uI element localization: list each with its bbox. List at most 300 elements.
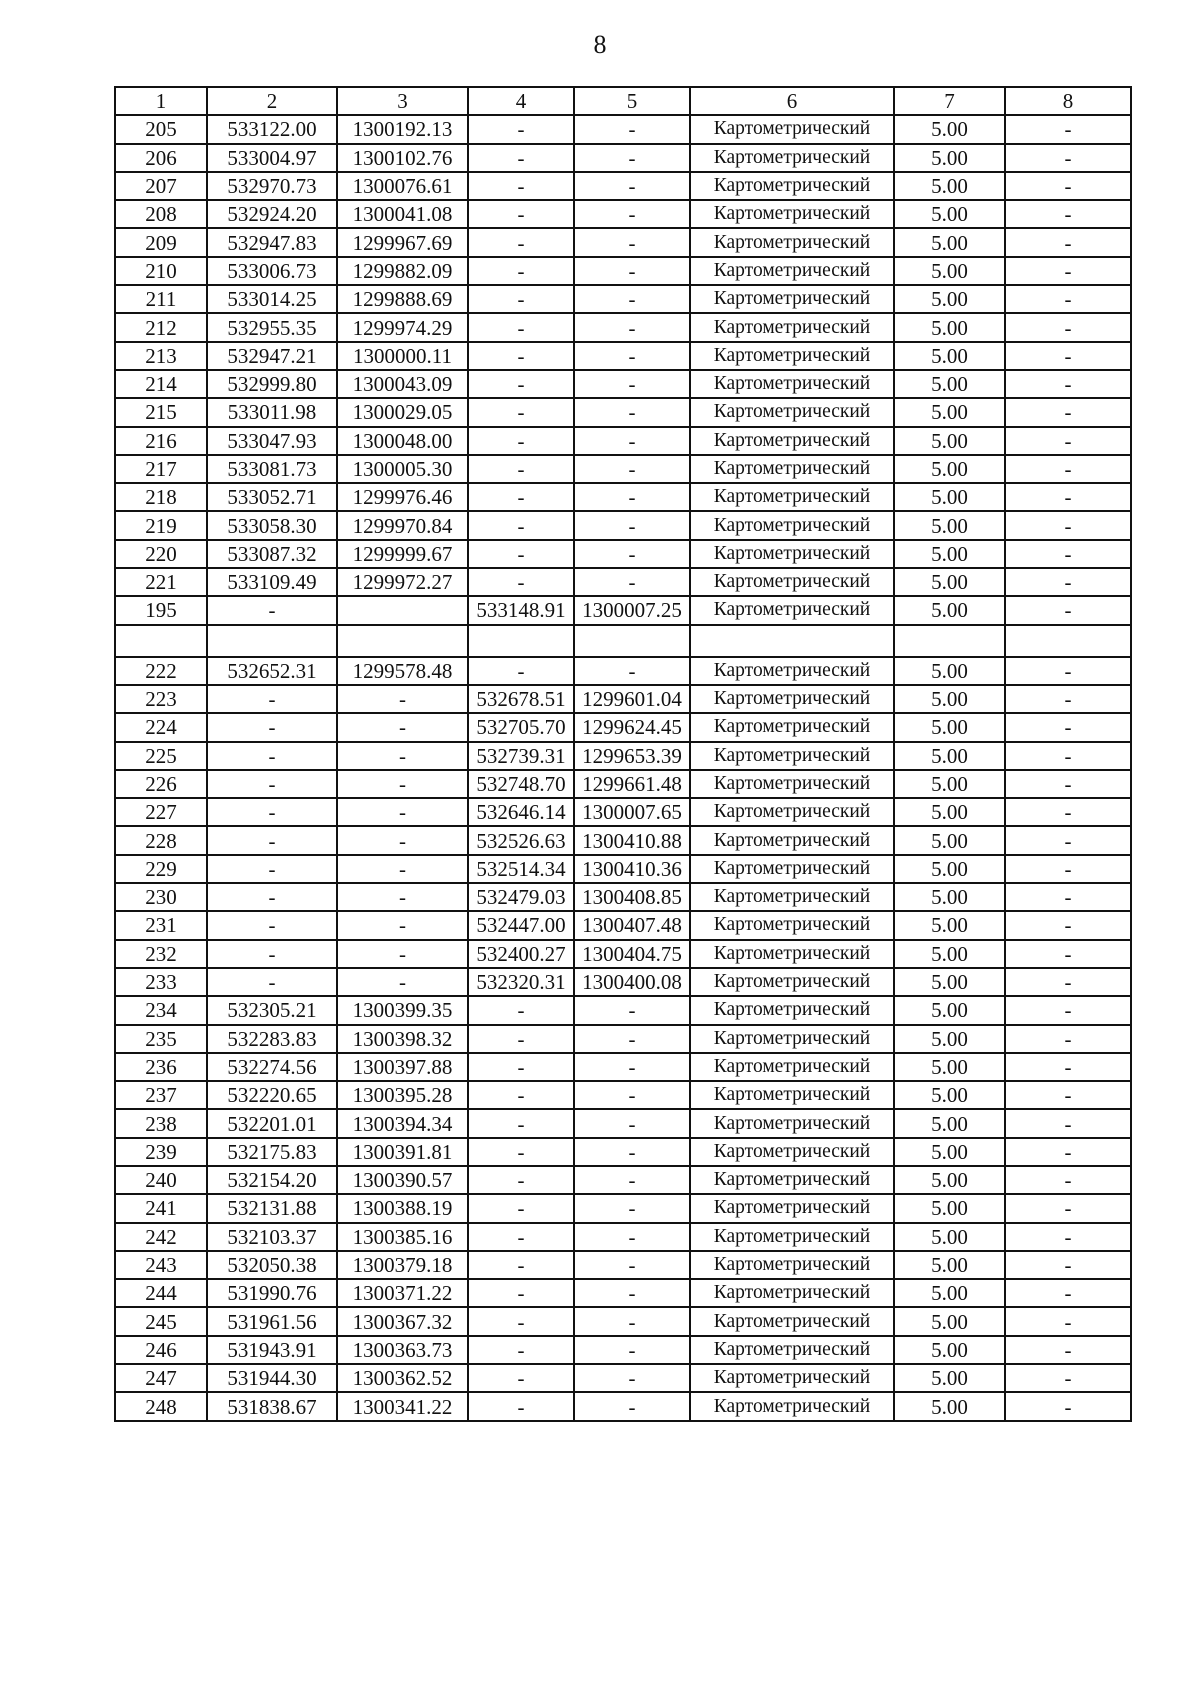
y-coord-cell: 1300029.05 <box>337 398 468 426</box>
table-row <box>115 342 1131 370</box>
x-coord-alt-cell: - <box>468 144 574 172</box>
note-cell: - <box>1005 1053 1131 1081</box>
method-cell: Картометрический <box>690 455 894 483</box>
y-coord-cell: 1299976.46 <box>337 483 468 511</box>
accuracy-cell: 5.00 <box>894 1081 1005 1109</box>
x-coord-cell: 532652.31 <box>207 657 337 685</box>
y-coord-cell: 1300399.35 <box>337 996 468 1024</box>
method-cell: Картометрический <box>690 596 894 624</box>
accuracy-cell: 5.00 <box>894 115 1005 143</box>
y-coord-cell: - <box>337 685 468 713</box>
note-cell: - <box>1005 713 1131 741</box>
note-cell: - <box>1005 940 1131 968</box>
point-number-cell: 208 <box>115 200 207 228</box>
y-coord-alt-cell: - <box>574 370 690 398</box>
point-number-cell: 218 <box>115 483 207 511</box>
point-number-cell: 206 <box>115 144 207 172</box>
accuracy-cell: 5.00 <box>894 1251 1005 1279</box>
x-coord-cell: 532220.65 <box>207 1081 337 1109</box>
point-number-cell: 225 <box>115 742 207 770</box>
x-coord-alt-cell: - <box>468 427 574 455</box>
point-number-cell: 219 <box>115 511 207 539</box>
accuracy-cell: 5.00 <box>894 370 1005 398</box>
note-cell: - <box>1005 398 1131 426</box>
x-coord-cell: 533006.73 <box>207 257 337 285</box>
table-row <box>115 172 1131 200</box>
note-cell: - <box>1005 826 1131 854</box>
y-coord-cell: - <box>337 911 468 939</box>
x-coord-alt-cell: - <box>468 540 574 568</box>
note-cell: - <box>1005 313 1131 341</box>
point-number-cell: 221 <box>115 568 207 596</box>
table-row <box>115 826 1131 854</box>
y-coord-cell: 1300192.13 <box>337 115 468 143</box>
method-cell: Картометрический <box>690 313 894 341</box>
y-coord-alt-cell: 1300404.75 <box>574 940 690 968</box>
method-cell: Картометрический <box>690 968 894 996</box>
y-coord-alt-cell: - <box>574 427 690 455</box>
table-row <box>115 144 1131 172</box>
table-row <box>115 1109 1131 1137</box>
method-cell: Картометрический <box>690 511 894 539</box>
x-coord-alt-cell: - <box>468 1392 574 1420</box>
y-coord-cell: - <box>337 968 468 996</box>
y-coord-cell: - <box>337 826 468 854</box>
y-coord-alt-cell: - <box>574 313 690 341</box>
x-coord-alt-cell: 532526.63 <box>468 826 574 854</box>
header-cell: 8 <box>1005 87 1131 115</box>
accuracy-cell: 5.00 <box>894 172 1005 200</box>
method-cell: Картометрический <box>690 798 894 826</box>
accuracy-cell: 5.00 <box>894 427 1005 455</box>
method-cell: Картометрический <box>690 1166 894 1194</box>
y-coord-cell: 1300397.88 <box>337 1053 468 1081</box>
point-number-cell: 210 <box>115 257 207 285</box>
point-number-cell: 248 <box>115 1392 207 1420</box>
y-coord-cell: 1299970.84 <box>337 511 468 539</box>
table-row <box>115 855 1131 883</box>
y-coord-alt-cell: 1299653.39 <box>574 742 690 770</box>
x-coord-cell: 532924.20 <box>207 200 337 228</box>
y-coord-cell: 1300385.16 <box>337 1223 468 1251</box>
y-coord-alt-cell: 1299601.04 <box>574 685 690 713</box>
x-coord-cell: 531990.76 <box>207 1279 337 1307</box>
accuracy-cell: 5.00 <box>894 1307 1005 1335</box>
y-coord-alt-cell: - <box>574 342 690 370</box>
accuracy-cell: 5.00 <box>894 855 1005 883</box>
accuracy-cell: 5.00 <box>894 342 1005 370</box>
note-cell: - <box>1005 1025 1131 1053</box>
x-coord-cell: 533109.49 <box>207 568 337 596</box>
method-cell: Картометрический <box>690 883 894 911</box>
y-coord-alt-cell: - <box>574 1392 690 1420</box>
accuracy-cell: 5.00 <box>894 713 1005 741</box>
table-row <box>115 1081 1131 1109</box>
x-coord-alt-cell: 532400.27 <box>468 940 574 968</box>
note-cell: - <box>1005 1223 1131 1251</box>
point-number-cell: 233 <box>115 968 207 996</box>
method-cell: Картометрический <box>690 1109 894 1137</box>
x-coord-cell: - <box>207 798 337 826</box>
method-cell: Картометрический <box>690 200 894 228</box>
y-coord-cell: 1300076.61 <box>337 172 468 200</box>
y-coord-cell: 1300391.81 <box>337 1138 468 1166</box>
method-cell: Картометрический <box>690 1025 894 1053</box>
table-row <box>115 115 1131 143</box>
y-coord-cell: 1300043.09 <box>337 370 468 398</box>
y-coord-cell: 1300398.32 <box>337 1025 468 1053</box>
accuracy-cell: 5.00 <box>894 483 1005 511</box>
x-coord-alt-cell: - <box>468 1109 574 1137</box>
point-number-cell: 238 <box>115 1109 207 1137</box>
x-coord-cell: 533047.93 <box>207 427 337 455</box>
accuracy-cell: 5.00 <box>894 685 1005 713</box>
table-row <box>115 1336 1131 1364</box>
accuracy-cell: 5.00 <box>894 285 1005 313</box>
x-coord-cell: 532947.83 <box>207 228 337 256</box>
y-coord-alt-cell: - <box>574 115 690 143</box>
point-number-cell: 230 <box>115 883 207 911</box>
method-cell: Картометрический <box>690 657 894 685</box>
accuracy-cell: 5.00 <box>894 1194 1005 1222</box>
note-cell: - <box>1005 257 1131 285</box>
x-coord-alt-cell: 532320.31 <box>468 968 574 996</box>
y-coord-alt-cell: - <box>574 455 690 483</box>
method-cell: Картометрический <box>690 427 894 455</box>
point-number-cell: 235 <box>115 1025 207 1053</box>
table-row <box>115 713 1131 741</box>
method-cell: Картометрический <box>690 1138 894 1166</box>
point-number-cell: 243 <box>115 1251 207 1279</box>
point-number-cell: 242 <box>115 1223 207 1251</box>
point-number-cell: 207 <box>115 172 207 200</box>
y-coord-alt-cell: - <box>574 1336 690 1364</box>
x-coord-alt-cell: - <box>468 285 574 313</box>
table-row <box>115 370 1131 398</box>
table-row <box>115 455 1131 483</box>
accuracy-cell: 5.00 <box>894 1053 1005 1081</box>
note-cell: - <box>1005 370 1131 398</box>
method-cell: Картометрический <box>690 257 894 285</box>
method-cell: Картометрический <box>690 540 894 568</box>
accuracy-cell: 5.00 <box>894 540 1005 568</box>
y-coord-cell: 1299974.29 <box>337 313 468 341</box>
note-cell: - <box>1005 1166 1131 1194</box>
y-coord-cell: 1300341.22 <box>337 1392 468 1420</box>
y-coord-alt-cell: 1300410.36 <box>574 855 690 883</box>
x-coord-cell: - <box>207 855 337 883</box>
note-cell: - <box>1005 996 1131 1024</box>
method-cell: Картометрический <box>690 1251 894 1279</box>
y-coord-alt-cell: - <box>574 1223 690 1251</box>
x-coord-cell: - <box>207 911 337 939</box>
x-coord-alt-cell: - <box>468 257 574 285</box>
x-coord-cell: - <box>207 596 337 624</box>
point-number-cell: 222 <box>115 657 207 685</box>
x-coord-alt-cell: - <box>468 342 574 370</box>
x-coord-cell: 532131.88 <box>207 1194 337 1222</box>
y-coord-alt-cell: - <box>574 1025 690 1053</box>
x-coord-alt-cell: 532447.00 <box>468 911 574 939</box>
note-cell: - <box>1005 1251 1131 1279</box>
table-row <box>115 996 1131 1024</box>
accuracy-cell: 5.00 <box>894 1392 1005 1420</box>
method-cell: Картометрический <box>690 713 894 741</box>
x-coord-cell: - <box>207 826 337 854</box>
accuracy-cell: 5.00 <box>894 1336 1005 1364</box>
y-coord-alt-cell: - <box>574 285 690 313</box>
table-row <box>115 911 1131 939</box>
method-cell: Картометрический <box>690 855 894 883</box>
y-coord-cell: - <box>337 798 468 826</box>
x-coord-alt-cell: - <box>468 996 574 1024</box>
x-coord-cell: - <box>207 742 337 770</box>
accuracy-cell: 5.00 <box>894 511 1005 539</box>
note-cell: - <box>1005 596 1131 624</box>
x-coord-cell: - <box>207 968 337 996</box>
x-coord-cell: 533087.32 <box>207 540 337 568</box>
x-coord-alt-cell: - <box>468 1194 574 1222</box>
point-number-cell: 211 <box>115 285 207 313</box>
table-row <box>115 1364 1131 1392</box>
table-row <box>115 511 1131 539</box>
accuracy-cell: 5.00 <box>894 1025 1005 1053</box>
x-coord-cell: 532947.21 <box>207 342 337 370</box>
y-coord-cell: - <box>337 883 468 911</box>
method-cell <box>690 625 894 657</box>
note-cell: - <box>1005 285 1131 313</box>
point-number-cell: 239 <box>115 1138 207 1166</box>
x-coord-alt-cell: - <box>468 115 574 143</box>
y-coord-alt-cell: 1300408.85 <box>574 883 690 911</box>
table-row <box>115 657 1131 685</box>
y-coord-cell: - <box>337 855 468 883</box>
method-cell: Картометрический <box>690 1194 894 1222</box>
point-number-cell: 215 <box>115 398 207 426</box>
accuracy-cell: 5.00 <box>894 742 1005 770</box>
x-coord-alt-cell: - <box>468 1138 574 1166</box>
table-row <box>115 200 1131 228</box>
accuracy-cell: 5.00 <box>894 940 1005 968</box>
method-cell: Картометрический <box>690 1364 894 1392</box>
note-cell: - <box>1005 115 1131 143</box>
x-coord-alt-cell: - <box>468 200 574 228</box>
x-coord-cell: - <box>207 685 337 713</box>
table-row <box>115 742 1131 770</box>
accuracy-cell: 5.00 <box>894 826 1005 854</box>
x-coord-alt-cell: - <box>468 1053 574 1081</box>
x-coord-alt-cell: - <box>468 1307 574 1335</box>
y-coord-cell: 1300388.19 <box>337 1194 468 1222</box>
point-number-cell: 220 <box>115 540 207 568</box>
y-coord-alt-cell: - <box>574 1053 690 1081</box>
table-row <box>115 770 1131 798</box>
y-coord-alt-cell: - <box>574 996 690 1024</box>
accuracy-cell: 5.00 <box>894 883 1005 911</box>
accuracy-cell: 5.00 <box>894 911 1005 939</box>
point-number-cell: 232 <box>115 940 207 968</box>
note-cell: - <box>1005 144 1131 172</box>
method-cell: Картометрический <box>690 172 894 200</box>
note-cell <box>1005 625 1131 657</box>
y-coord-cell: 1300390.57 <box>337 1166 468 1194</box>
table-row <box>115 483 1131 511</box>
y-coord-alt-cell: - <box>574 483 690 511</box>
note-cell: - <box>1005 568 1131 596</box>
point-number-cell: 223 <box>115 685 207 713</box>
note-cell: - <box>1005 1279 1131 1307</box>
table-row <box>115 685 1131 713</box>
y-coord-cell: 1300395.28 <box>337 1081 468 1109</box>
note-cell: - <box>1005 1392 1131 1420</box>
y-coord-alt-cell: - <box>574 200 690 228</box>
header-cell: 1 <box>115 87 207 115</box>
header-cell: 3 <box>337 87 468 115</box>
accuracy-cell: 5.00 <box>894 398 1005 426</box>
x-coord-alt-cell: - <box>468 483 574 511</box>
point-number-cell: 241 <box>115 1194 207 1222</box>
note-cell: - <box>1005 855 1131 883</box>
table-row <box>115 540 1131 568</box>
header-cell: 4 <box>468 87 574 115</box>
x-coord-alt-cell: - <box>468 1279 574 1307</box>
method-cell: Картометрический <box>690 742 894 770</box>
y-coord-cell: 1300371.22 <box>337 1279 468 1307</box>
table-row <box>115 1392 1131 1420</box>
x-coord-cell: 531961.56 <box>207 1307 337 1335</box>
y-coord-cell: - <box>337 742 468 770</box>
y-coord-cell: - <box>337 713 468 741</box>
table-row <box>115 1053 1131 1081</box>
x-coord-alt-cell: 532705.70 <box>468 713 574 741</box>
note-cell: - <box>1005 455 1131 483</box>
method-cell: Картометрический <box>690 685 894 713</box>
y-coord-alt-cell: - <box>574 1251 690 1279</box>
x-coord-cell: 532305.21 <box>207 996 337 1024</box>
accuracy-cell: 5.00 <box>894 455 1005 483</box>
method-cell: Картометрический <box>690 144 894 172</box>
accuracy-cell: 5.00 <box>894 1364 1005 1392</box>
note-cell: - <box>1005 427 1131 455</box>
table-row <box>115 257 1131 285</box>
note-cell: - <box>1005 342 1131 370</box>
method-cell: Картометрический <box>690 911 894 939</box>
y-coord-cell: 1300000.11 <box>337 342 468 370</box>
y-coord-alt-cell: 1300007.65 <box>574 798 690 826</box>
point-number-cell: 240 <box>115 1166 207 1194</box>
table-row <box>115 1194 1131 1222</box>
method-cell: Картометрический <box>690 996 894 1024</box>
table-row <box>115 1279 1131 1307</box>
y-coord-cell: 1299578.48 <box>337 657 468 685</box>
y-coord-alt-cell: - <box>574 657 690 685</box>
method-cell: Картометрический <box>690 1053 894 1081</box>
y-coord-alt-cell: 1300407.48 <box>574 911 690 939</box>
point-number-cell: 231 <box>115 911 207 939</box>
y-coord-cell: 1300394.34 <box>337 1109 468 1137</box>
x-coord-cell: 532154.20 <box>207 1166 337 1194</box>
accuracy-cell: 5.00 <box>894 313 1005 341</box>
y-coord-alt-cell: - <box>574 172 690 200</box>
x-coord-alt-cell: - <box>468 657 574 685</box>
y-coord-alt-cell: - <box>574 257 690 285</box>
y-coord-cell: - <box>337 770 468 798</box>
x-coord-cell: 533014.25 <box>207 285 337 313</box>
y-coord-cell: 1300005.30 <box>337 455 468 483</box>
point-number-cell: 228 <box>115 826 207 854</box>
note-cell: - <box>1005 172 1131 200</box>
x-coord-alt-cell: - <box>468 172 574 200</box>
y-coord-alt-cell: 1300007.25 <box>574 596 690 624</box>
y-coord-alt-cell: - <box>574 1364 690 1392</box>
method-cell: Картометрический <box>690 1307 894 1335</box>
table-row <box>115 313 1131 341</box>
table-row <box>115 1307 1131 1335</box>
x-coord-cell: - <box>207 940 337 968</box>
x-coord-cell: 532970.73 <box>207 172 337 200</box>
y-coord-alt-cell: 1300400.08 <box>574 968 690 996</box>
x-coord-cell: - <box>207 883 337 911</box>
table-row <box>115 596 1131 624</box>
note-cell: - <box>1005 968 1131 996</box>
note-cell: - <box>1005 1307 1131 1335</box>
table-row <box>115 1025 1131 1053</box>
header-cell: 2 <box>207 87 337 115</box>
method-cell: Картометрический <box>690 228 894 256</box>
note-cell: - <box>1005 1364 1131 1392</box>
y-coord-alt-cell: - <box>574 1138 690 1166</box>
point-number-cell: 209 <box>115 228 207 256</box>
note-cell: - <box>1005 540 1131 568</box>
y-coord-cell <box>337 596 468 624</box>
x-coord-alt-cell: 532514.34 <box>468 855 574 883</box>
x-coord-alt-cell: - <box>468 1251 574 1279</box>
y-coord-alt-cell: - <box>574 1194 690 1222</box>
x-coord-alt-cell: 532479.03 <box>468 883 574 911</box>
method-cell: Картометрический <box>690 1081 894 1109</box>
method-cell: Картометрический <box>690 342 894 370</box>
method-cell: Картометрический <box>690 770 894 798</box>
note-cell: - <box>1005 1336 1131 1364</box>
x-coord-cell: 532274.56 <box>207 1053 337 1081</box>
x-coord-alt-cell: - <box>468 1081 574 1109</box>
y-coord-cell: 1299999.67 <box>337 540 468 568</box>
method-cell: Картометрический <box>690 370 894 398</box>
note-cell: - <box>1005 228 1131 256</box>
table-row <box>115 1251 1131 1279</box>
point-number-cell: 213 <box>115 342 207 370</box>
accuracy-cell: 5.00 <box>894 968 1005 996</box>
accuracy-cell: 5.00 <box>894 770 1005 798</box>
point-number-cell: 214 <box>115 370 207 398</box>
accuracy-cell: 5.00 <box>894 1138 1005 1166</box>
method-cell: Картометрический <box>690 285 894 313</box>
note-cell: - <box>1005 483 1131 511</box>
x-coord-alt-cell: - <box>468 228 574 256</box>
x-coord-alt-cell: 533148.91 <box>468 596 574 624</box>
x-coord-cell: - <box>207 770 337 798</box>
note-cell: - <box>1005 770 1131 798</box>
x-coord-cell: 532955.35 <box>207 313 337 341</box>
y-coord-cell: 1299967.69 <box>337 228 468 256</box>
accuracy-cell: 5.00 <box>894 1279 1005 1307</box>
x-coord-cell: 533011.98 <box>207 398 337 426</box>
accuracy-cell <box>894 625 1005 657</box>
x-coord-cell: 532283.83 <box>207 1025 337 1053</box>
accuracy-cell: 5.00 <box>894 1166 1005 1194</box>
accuracy-cell: 5.00 <box>894 568 1005 596</box>
method-cell: Картометрический <box>690 1223 894 1251</box>
